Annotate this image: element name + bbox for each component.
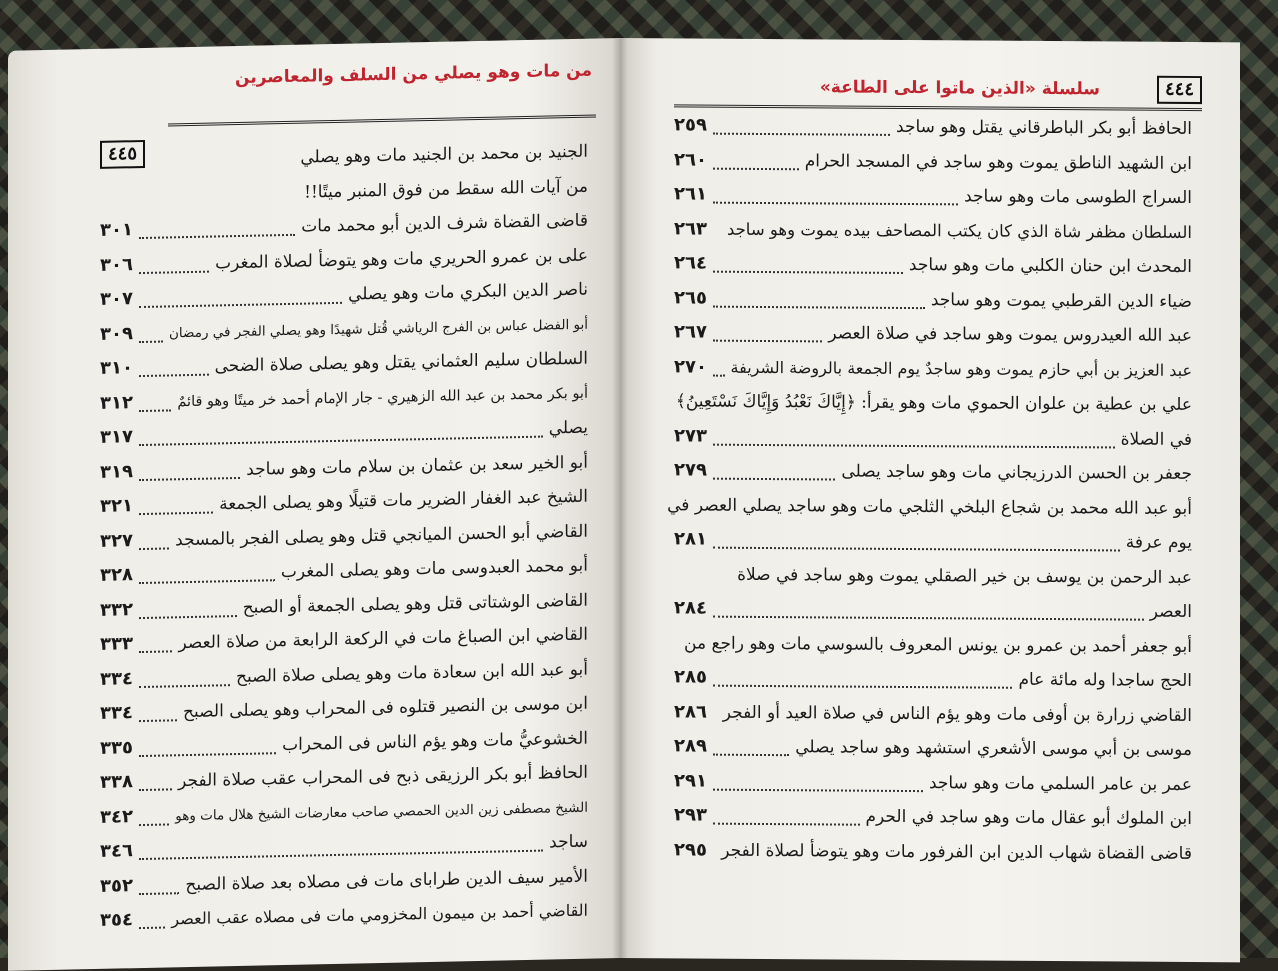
toc-leader-dots (713, 305, 925, 308)
toc-entry-title: الشيخ مصطفى زين الدين الحمصي صاحب معارضات الشيخ هلال مات وهو (175, 799, 588, 824)
right-page-number: ٤٤٤ (1157, 76, 1202, 104)
toc-entry (654, 108, 1192, 146)
toc-leader-dots (139, 579, 275, 584)
toc-page-number: ٣٣٤ (100, 702, 133, 724)
toc-entry-title: من آيات الله سقط من فوق المنبر ميتًا!! (304, 176, 588, 203)
toc-leader-dots (713, 340, 822, 343)
toc-entry-title: في الصلاة (1120, 428, 1192, 450)
toc-entry-title: الحافظ أبو بكر الباطرقاني يقتل وهو ساجد (896, 116, 1192, 139)
toc-entry-title: قاضى القضاة شهاب الدين ابن الفرفور مات وهو يتوضأ لصلاة الفجر (721, 840, 1192, 864)
toc-entry-title: الخشوعيُّ مات وهو يؤم الناس فى المحراب (282, 728, 588, 755)
toc-leader-dots (139, 409, 171, 412)
left-header-rule (168, 115, 596, 127)
toc-entry-title: يصلي (548, 417, 588, 439)
toc-leader-dots (139, 892, 179, 895)
toc-page-number: ٣١٩ (100, 460, 133, 483)
toc-entry-title: أبو محمد العبدوسى مات وهو يصلى المغرب (280, 555, 588, 583)
toc-entry (654, 315, 1192, 353)
toc-entry (654, 626, 1192, 664)
toc-entry-title: الجنيد بن محمد بن الجنيد مات وهو يصلي (300, 141, 588, 168)
toc-entry (654, 557, 1192, 595)
toc-leader-dots (713, 133, 890, 136)
right-page (620, 38, 1240, 962)
toc-entry (654, 729, 1192, 767)
toc-page-number: ٢٦٣ (674, 217, 707, 240)
toc-page-number: ٢٨٦ (674, 700, 707, 723)
toc-entry-title: أبو الخير سعد بن عثمان بن سلام مات وهو ساجد (246, 452, 588, 480)
toc-page-number: ٣٣٢ (100, 598, 133, 621)
toc-page-number: ٢٦٤ (674, 252, 707, 274)
toc-page-number: ٣٣٥ (100, 736, 133, 759)
toc-entry-title: قاضى القضاة شرف الدين أبو محمد مات (301, 210, 588, 237)
toc-entry-title: السلطان مظفر شاة الذي كان يكتب المصاحف بيده يموت وهو ساجد (726, 219, 1192, 242)
toc-leader-dots (139, 476, 240, 480)
toc-page-number: ٣٠١ (100, 219, 133, 241)
toc-entry-title: علي بن عطية بن علوان الحموي مات وهو يقرأ: ﴿إِيَّاكَ نَعْبُدُ وَإِيَّاكَ نَسْتَعِينُ﴾ (675, 391, 1192, 415)
toc-page-number: ٢٦٧ (674, 321, 707, 343)
toc-entry-title: أبو جعفر أحمد بن عمرو بن يونس المعروف بالسوسي مات وهو راجع من (684, 632, 1192, 657)
toc-entry-title: ابن موسى بن النصير قتلوه فى المحراب وهو يصلى الصبح (183, 693, 588, 723)
toc-page-number: ٢٧٠ (674, 355, 707, 378)
toc-page-number: ٣٠٧ (100, 288, 133, 310)
toc-entry (654, 591, 1192, 629)
toc-page-number: ٢٦٠ (674, 148, 707, 171)
right-page-header (620, 52, 1240, 100)
toc-entry (654, 764, 1192, 802)
toc-leader-dots (139, 374, 209, 377)
toc-entry (654, 143, 1192, 181)
toc-entry (654, 833, 1192, 871)
toc-leader-dots (139, 340, 163, 343)
toc-entry-title: موسى بن أبي موسى الأشعري استشهد وهو ساجد يصلي (795, 737, 1192, 760)
toc-entry-title: عبد الرحمن بن يوسف بن خير الصقلي يموت وهو ساجد في صلاة (737, 564, 1192, 588)
toc-leader-dots (139, 436, 543, 446)
toc-leader-dots (139, 512, 213, 516)
toc-entry (654, 488, 1192, 526)
toc-leader-dots (139, 788, 172, 791)
toc-entry-title: يوم عرفة (1125, 532, 1192, 553)
left-header-title: من مات وهو يصلي من السلف والمعاصرين (235, 60, 592, 89)
toc-leader-dots (713, 754, 789, 757)
toc-page-number: ٣١٢ (100, 391, 133, 414)
toc-leader-dots (713, 374, 725, 376)
toc-entry-title: أبو بكر محمد بن عبد الله الزهيري - جار الإمام أحمد خر ميتًا وهو قائمٌ (177, 385, 588, 410)
toc-leader-dots (713, 443, 1115, 448)
toc-entry (654, 212, 1192, 250)
toc-page-number: ٣٣٤ (100, 667, 133, 690)
toc-page-number: ٣١٧ (100, 426, 133, 448)
toc-entry (654, 660, 1192, 698)
toc-page-number: ٣٥٢ (100, 874, 133, 897)
toc-page-number: ٣٢١ (100, 495, 133, 517)
toc-page-number: ٢٩٥ (674, 838, 707, 861)
right-header-title: سلسلة «الذين ماتوا على الطاعة» (819, 77, 1100, 100)
toc-leader-dots (139, 270, 209, 273)
toc-entry-title: القاضي أبو الحسن الميانجي قتل وهو يصلى الفجر بالمسجد (175, 521, 588, 550)
toc-leader-dots (713, 788, 923, 791)
toc-entry-title: عمر بن عامر السلمي مات وهو ساجد (928, 772, 1192, 795)
toc-entry-title: الأمير سيف الدين طراباى مات فى مصلاه بعد صلاة الصبح (185, 866, 588, 895)
left-page (8, 38, 620, 971)
toc-entry-title: ناصر الدين البكري مات وهو يصلي (348, 279, 588, 305)
toc-entry-title: عبد العزيز بن أبي حازم يموت وهو ساجدٌ يوم الجمعة بالروضة الشريفة (730, 357, 1192, 380)
toc-leader-dots (139, 650, 172, 653)
toc-entry-title: أبو الفضل عباس بن الفرج الرياشي قُتل شهيدًا وهو يصلي الفجر في رمضان (168, 316, 588, 341)
left-page-number: ٤٤٥ (100, 140, 145, 169)
toc-entry-title: القاضي أحمد بن ميمون المخزومي مات فى مصلاه عقب العصر (171, 900, 588, 929)
toc-leader-dots (713, 202, 958, 206)
book-gutter (612, 38, 628, 958)
toc-entry-title: القاضى الوشتاتى قتل وهو يصلى الجمعة أو الصبح (242, 590, 588, 618)
toc-entry-title: ضياء الدين القرطبي يموت وهو ساجد (930, 289, 1192, 312)
toc-entry (654, 384, 1192, 422)
left-toc-list (100, 135, 588, 939)
toc-leader-dots (139, 927, 165, 930)
toc-entry-title: ابن الملوك أبو عقال مات وهو ساجد في الحرم (865, 806, 1192, 829)
toc-entry (654, 522, 1192, 560)
toc-entry-title: السلطان سليم العثماني يقتل وهو يصلى صلاة الضحى (214, 348, 588, 377)
toc-leader-dots (713, 167, 799, 170)
toc-entry (654, 281, 1192, 319)
toc-leader-dots (139, 234, 295, 239)
toc-leader-dots (139, 615, 237, 619)
toc-page-number: ٢٧٩ (674, 459, 707, 481)
toc-entry-title: ابن الشهيد الناطق يموت وهو ساجد في المسجد الحرام (804, 150, 1192, 174)
toc-leader-dots (713, 616, 1144, 621)
toc-entry-title: السراج الطوسى مات وهو ساجد (964, 186, 1192, 208)
toc-page-number: ٢٥٩ (674, 114, 707, 136)
toc-leader-dots (139, 684, 230, 688)
toc-page-number: ٣٥٤ (100, 909, 133, 931)
toc-leader-dots (713, 271, 903, 274)
toc-entry (654, 177, 1192, 215)
toc-leader-dots (713, 823, 860, 826)
toc-entry-title: المحدث ابن حنان الكلبي مات وهو ساجد (908, 255, 1192, 277)
toc-leader-dots (139, 850, 543, 860)
toc-leader-dots (139, 302, 342, 308)
toc-page-number: ٢٩٣ (674, 804, 707, 826)
toc-page-number: ٢٩١ (674, 769, 707, 792)
toc-leader-dots (713, 685, 1012, 689)
toc-entry-title: أبو عبد الله محمد بن شجاع البلخي الثلجي مات وهو ساجد يصلي العصر في (667, 494, 1192, 519)
toc-entry-title: العصر (1149, 601, 1192, 622)
toc-leader-dots (713, 547, 1120, 552)
toc-page-number: ٢٨١ (674, 528, 707, 550)
toc-page-number: ٢٧٣ (674, 424, 707, 447)
toc-page-number: ٣٣٣ (100, 633, 133, 655)
toc-entry (654, 453, 1192, 491)
toc-page-number: ٣٢٧ (100, 529, 133, 552)
toc-entry (654, 798, 1192, 836)
toc-entry-title: القاضي زرارة بن أوفى مات وهو يؤم الناس في صلاة العيد أو الفجر (722, 702, 1192, 726)
toc-page-number: ٢٦١ (674, 183, 707, 205)
toc-page-number: ٣٤٦ (100, 840, 133, 862)
toc-entry-title: جعفر بن الحسن الدرزيجاني مات وهو ساجد يصلى (841, 461, 1192, 484)
right-toc-list (654, 108, 1192, 871)
toc-entry-title: أبو عبد الله ابن سعادة مات وهو يصلى صلاة الصبح (236, 659, 588, 687)
toc-page-number: ٢٦٥ (674, 286, 707, 309)
toc-page-number: ٣٤٢ (100, 805, 133, 828)
toc-entry (654, 350, 1192, 388)
toc-entry-title: على بن عمرو الحريري مات وهو يتوضأ لصلاة المغرب (215, 245, 588, 273)
toc-page-number: ٣٠٦ (100, 253, 133, 276)
toc-leader-dots (139, 752, 276, 757)
toc-page-number: ٢٨٥ (674, 666, 707, 688)
toc-entry-title: الحج ساجدا وله مائة عام (1018, 669, 1192, 691)
toc-leader-dots (139, 719, 177, 722)
toc-entry-title: الحافظ أبو بكر الرزيقى ذبح فى المحراب عقب صلاة الفجر (178, 762, 588, 792)
toc-page-number: ٣٢٨ (100, 564, 133, 586)
toc-page-number: ٢٨٩ (674, 735, 707, 757)
toc-page-number: ٣٣٨ (100, 771, 133, 793)
toc-leader-dots (139, 823, 169, 826)
toc-entry (654, 419, 1192, 457)
toc-page-number: ٣٠٩ (100, 322, 133, 345)
toc-entry (654, 695, 1192, 733)
toc-leader-dots (713, 478, 835, 481)
toc-leader-dots (139, 547, 169, 550)
toc-entry-title: ساجد (549, 831, 588, 853)
toc-entry-title: عبد الله العيدروس يموت وهو ساجد في صلاة العصر (828, 323, 1192, 346)
toc-entry-title: القاضي ابن الصباغ مات في الركعة الرابعة من صلاة العصر (178, 624, 588, 654)
toc-entry (654, 246, 1192, 284)
toc-entry-title: الشيخ عبد الغفار الضرير مات قتيلًا وهو يصلى الجمعة (219, 486, 588, 515)
open-book (8, 38, 1240, 958)
toc-page-number: ٣١٠ (100, 357, 133, 379)
toc-page-number: ٢٨٤ (674, 597, 707, 619)
